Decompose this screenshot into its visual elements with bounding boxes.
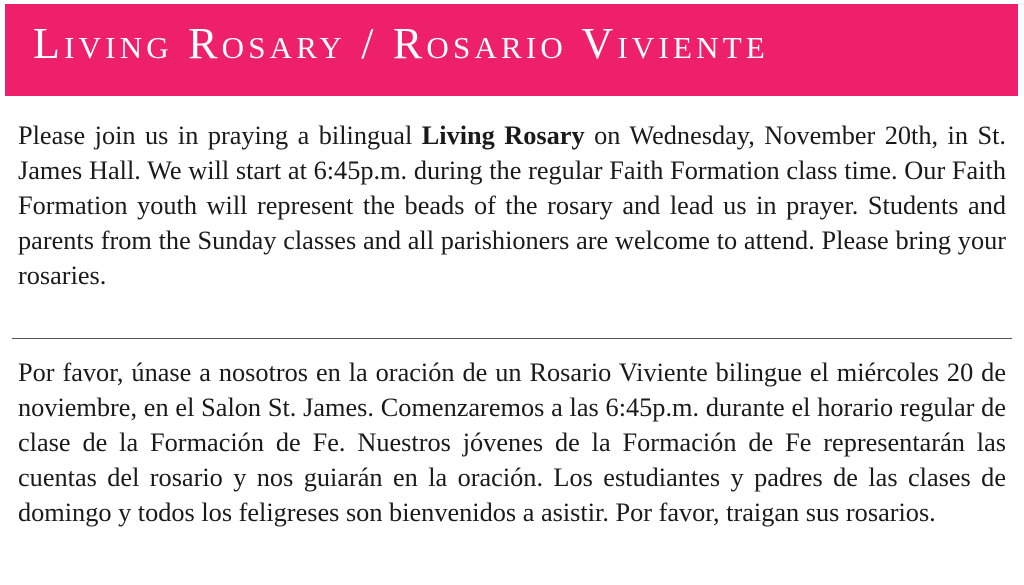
banner-title: Living Rosary / Rosario Viviente [33, 19, 769, 68]
english-paragraph [18, 118, 1006, 293]
english-text-before: Please join us in praying a bilingual [18, 121, 422, 150]
title-banner [5, 4, 1018, 96]
living-rosary-highlight: Living Rosary [421, 121, 585, 150]
section-divider [12, 338, 1012, 339]
spanish-paragraph: Por favor, únase a nosotros en la oración de un Rosario Viviente bilingue el miércoles 20 de noviembre, en el Salon St. James. Comenzaremos a las 6:45p.m. durante el horario regular de clase de la Formación de Fe. Nuestros jóvenes de la Formación de Fe representarán las cuentas del rosario y nos guiarán en la oración. Los estudiantes y padres de las clases de domingo y todos los feligreses son bienvenidos a asistir. Por favor, traigan sus rosarios. [18, 358, 1006, 527]
english-text-after: on Wednesday, November 20th, in St. James Hall. We will start at 6:45p.m. during the regular Faith Formation class time. Our Faith Formation youth will represent the beads of the rosary and lead us in prayer. Students and parents from the Sunday classes and all parishioners are welcome to attend. Please bring your rosaries. [18, 121, 1006, 290]
